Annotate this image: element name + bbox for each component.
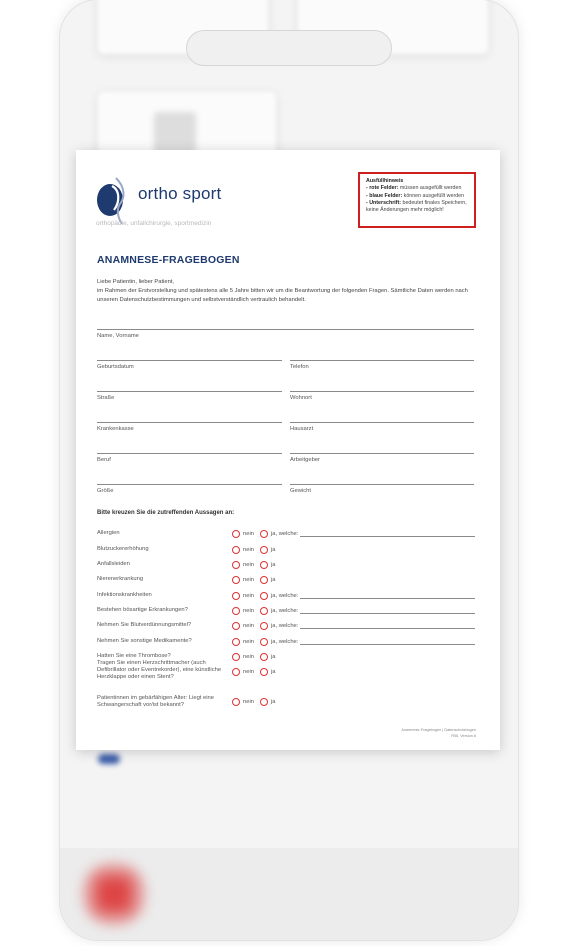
yes-label: ja: [271, 577, 276, 583]
no-label: nein: [243, 608, 254, 614]
question-label: Anfallsleiden: [97, 561, 130, 567]
yes-radio[interactable]: [260, 653, 268, 661]
no-radio[interactable]: [232, 546, 240, 554]
logo-head-icon: [96, 172, 132, 224]
answer-yes-option[interactable]: [260, 546, 276, 554]
answer-no-option[interactable]: [232, 668, 254, 676]
yes-label: ja: [271, 669, 276, 675]
background-badge: [98, 754, 120, 764]
question-label: Nehmen Sie Blutverdünnungsmittel?: [97, 622, 192, 628]
answer-yes-option[interactable]: [260, 592, 298, 600]
answer-yes-option[interactable]: [260, 668, 276, 676]
yes-radio[interactable]: [260, 698, 268, 706]
yes-radio[interactable]: [260, 607, 268, 615]
intro-text: im Rahmen der Erstvorstellung und spätestens alle 5 Jahre bitten wir um die Beantwortung der folgenden Fragen. Sämtliche Daten werden nach unseren Datenschutzbestimmungen und selbstverständlich vertraulich behandelt.: [97, 288, 468, 303]
no-radio[interactable]: [232, 592, 240, 600]
insurance-field[interactable]: Krankenkasse: [97, 422, 282, 436]
question-label: Nehmen Sie sonstige Medikamente?: [97, 638, 192, 644]
logo-tagline: orthopädie, unfallchirurgie, sportmedizin: [96, 220, 212, 227]
phone-notch: [186, 30, 392, 66]
yes-radio[interactable]: [260, 668, 268, 676]
which-input-line[interactable]: [300, 628, 475, 629]
question-label: Hatten Sie eine Thrombose?: [97, 653, 171, 659]
yes-radio[interactable]: [260, 622, 268, 630]
no-radio[interactable]: [232, 530, 240, 538]
hint-red: - rote Felder: müssen ausgefüllt werden: [366, 185, 462, 192]
no-label: nein: [243, 623, 254, 629]
no-radio[interactable]: [232, 638, 240, 646]
form-intro: [97, 278, 482, 305]
answer-no-option[interactable]: [232, 622, 254, 630]
answer-yes-option[interactable]: [260, 653, 276, 661]
no-label: nein: [243, 699, 254, 705]
employer-field[interactable]: Arbeitgeber: [290, 453, 474, 467]
question-label: Patientinnen im gebärfähigen Alter: Liegt eine Schwangerschaft vor/ist bekannt?: [97, 695, 214, 708]
no-radio[interactable]: [232, 668, 240, 676]
job-field[interactable]: Beruf: [97, 453, 282, 467]
hint-signature: - Unterschrift: bedeutet finales Speichern, keine Änderungen mehr möglich!: [366, 199, 467, 214]
form-footer: Anamnese-Fragebogen | Datenschutzbogen FB5, Version 8: [401, 728, 476, 738]
yes-label: ja, welche:: [271, 531, 299, 537]
form-title: ANAMNESE-FRAGEBOGEN: [97, 254, 240, 266]
questions-title: Bitte kreuzen Sie die zutreffenden Aussagen an:: [97, 510, 235, 516]
no-radio[interactable]: [232, 607, 240, 615]
yes-label: ja, welche:: [271, 639, 299, 645]
no-label: nein: [243, 531, 254, 537]
bottom-logo-mark: [94, 874, 134, 914]
yes-radio[interactable]: [260, 638, 268, 646]
answer-no-option[interactable]: [232, 546, 254, 554]
yes-label: ja, welche:: [271, 608, 299, 614]
which-input-line[interactable]: [300, 613, 475, 614]
yes-label: ja: [271, 562, 276, 568]
no-label: nein: [243, 547, 254, 553]
weight-field[interactable]: Gewicht: [290, 484, 474, 498]
answer-yes-option[interactable]: [260, 561, 276, 569]
question-label: Tragen Sie einen Herzschrittmacher (auch Defibrillator oder Eventrekorder), eine künstliche Herzklappe oder einen Stent?: [97, 660, 222, 680]
yes-radio[interactable]: [260, 546, 268, 554]
intro-greeting: Liebe Patientin, lieber Patient,: [97, 279, 175, 285]
yes-label: ja, welche:: [271, 623, 299, 629]
question-label: Nierenerkrankung: [97, 576, 144, 582]
bottom-bar: [60, 848, 518, 940]
answer-yes-option[interactable]: [260, 622, 298, 630]
fill-hint-box: [358, 172, 476, 228]
answer-no-option[interactable]: [232, 561, 254, 569]
yes-label: ja, welche:: [271, 593, 299, 599]
gp-field[interactable]: Hausarzt: [290, 422, 474, 436]
hint-blue: - blaue Felder: können ausgefüllt werden: [366, 192, 465, 199]
phone-field[interactable]: Telefon: [290, 360, 474, 374]
question-label: Allergien: [97, 530, 120, 536]
answer-no-option[interactable]: [232, 607, 254, 615]
hint-title: Ausfüllhinweis: [366, 178, 404, 184]
no-radio[interactable]: [232, 622, 240, 630]
no-radio[interactable]: [232, 698, 240, 706]
no-radio[interactable]: [232, 576, 240, 584]
no-radio[interactable]: [232, 653, 240, 661]
which-input-line[interactable]: [300, 536, 475, 537]
which-input-line[interactable]: [300, 644, 475, 645]
anamnesis-form-document: [76, 150, 500, 750]
yes-label: ja: [271, 547, 276, 553]
height-field[interactable]: Größe: [97, 484, 282, 498]
answer-yes-option[interactable]: [260, 638, 298, 646]
logo-brand-text: ortho sport: [138, 184, 222, 203]
answer-no-option[interactable]: [232, 592, 254, 600]
no-label: nein: [243, 639, 254, 645]
yes-label: ja: [271, 699, 276, 705]
no-label: nein: [243, 669, 254, 675]
yes-radio[interactable]: [260, 530, 268, 538]
yes-radio[interactable]: [260, 576, 268, 584]
yes-label: ja: [271, 654, 276, 660]
answer-yes-option[interactable]: [260, 698, 276, 706]
name-field[interactable]: Name, Vorname: [97, 329, 474, 343]
answer-no-option[interactable]: [232, 653, 254, 661]
answer-yes-option[interactable]: [260, 607, 298, 615]
yes-radio[interactable]: [260, 561, 268, 569]
street-field[interactable]: Straße: [97, 391, 282, 405]
answer-yes-option[interactable]: [260, 530, 298, 538]
question-label: Blutzuckererhöhung: [97, 546, 149, 552]
no-label: nein: [243, 577, 254, 583]
answer-no-option[interactable]: [232, 530, 254, 538]
answer-no-option[interactable]: [232, 698, 254, 706]
no-label: nein: [243, 654, 254, 660]
answer-no-option[interactable]: [232, 576, 254, 584]
no-label: nein: [243, 562, 254, 568]
which-input-line[interactable]: [300, 598, 475, 599]
city-field[interactable]: Wohnort: [290, 391, 474, 405]
answer-no-option[interactable]: [232, 638, 254, 646]
answer-yes-option[interactable]: [260, 576, 276, 584]
question-label: Infektionskrankheiten: [97, 592, 152, 598]
no-label: nein: [243, 593, 254, 599]
birthdate-field[interactable]: Geburtsdatum: [97, 360, 282, 374]
question-label: Bestehen bösartige Erkrankungen?: [97, 607, 188, 613]
yes-radio[interactable]: [260, 592, 268, 600]
no-radio[interactable]: [232, 561, 240, 569]
